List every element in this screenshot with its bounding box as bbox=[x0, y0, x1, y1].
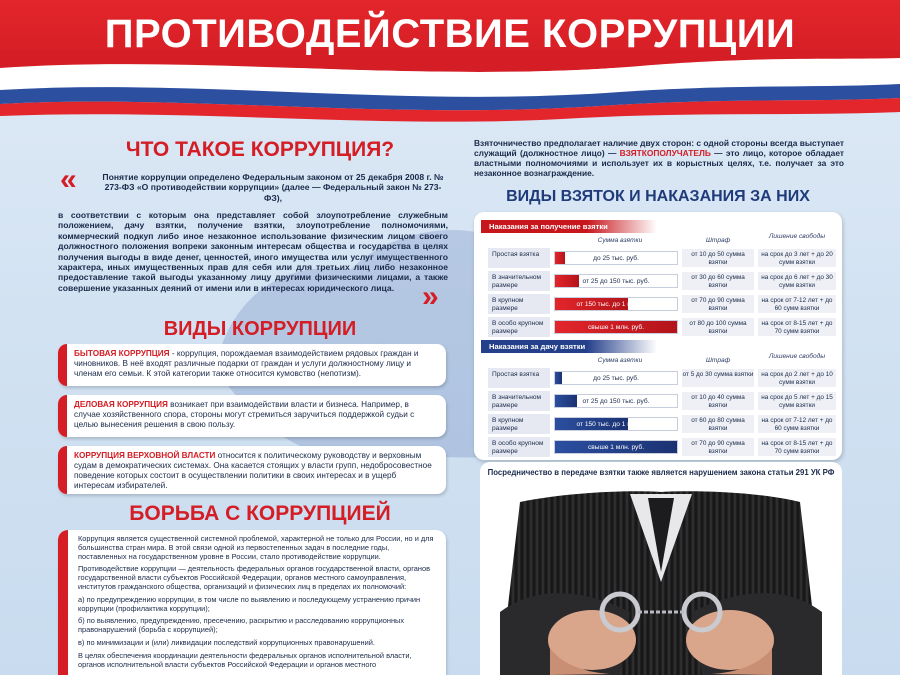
bribe-amount: до 25 тыс. руб. bbox=[593, 375, 639, 382]
bribe-imprisonment: на срок от 8-15 лет + до 70 сумм взятки bbox=[758, 438, 836, 456]
type-term: КОРРУПЦИЯ ВЕРХОВНОЙ ВЛАСТИ bbox=[74, 451, 216, 460]
col-jail-header: Лишение свободы bbox=[768, 353, 826, 360]
bribery-intro-text: Взяточничество предполагает наличие двух сторон: с одной стороны всегда выступает служащий (должностное лицо) — bbox=[474, 138, 844, 158]
type-description: возникает при взаимодействии власти и бизнеса. Например, в случае хозяйственного спора, стороны могут стремиться заручиться поддержкой судьи с целью вынесения решения в свою пользу. bbox=[74, 400, 415, 429]
bribe-imprisonment: на срок до 2 лет + до 10 сумм взятки bbox=[758, 369, 836, 387]
col-amount-header: Сумма взятки bbox=[597, 237, 643, 244]
bribe-category: В особо крупном размере bbox=[488, 317, 550, 337]
bribe-row bbox=[488, 414, 836, 434]
bribe-imprisonment: на срок до 6 лет + до 30 сумм взятки bbox=[758, 272, 836, 290]
bribe-fine: от 10 до 40 сумма взятки bbox=[682, 392, 754, 410]
bribe-taker-term: ВЗЯТКОПОЛУЧАТЕЛЬ bbox=[619, 148, 711, 158]
type-term: ДЕЛОВАЯ КОРРУПЦИЯ bbox=[74, 400, 168, 409]
handcuffs-photo bbox=[480, 462, 842, 675]
bribe-amount-bar bbox=[554, 417, 678, 431]
fight-card bbox=[58, 530, 446, 675]
bribe-fine: от 70 до 90 сумма взятки bbox=[682, 438, 754, 456]
bribe-category: В крупном размере bbox=[488, 414, 550, 434]
bribe-row bbox=[488, 248, 836, 268]
type-description: относится к политическому руководству и верховным судам в демократических системах. Она касается стоящих у власти групп, недобросовестное поведение которых состоит в осуществлении политики в своих интересах и в ущерб интересам избирателей. bbox=[74, 451, 432, 490]
type-description: - коррупция, порождаемая взаимодействием рядовых граждан и чиновников. В неё входят различные подарки от граждан и услуги должностному лицу и членам его семьи. К этой категории также относится кумовство (непотизм). bbox=[74, 349, 419, 378]
giving-heading: Наказания за дачу взятки bbox=[481, 340, 657, 353]
fight-paragraph: а) по предупреждению коррупции, в том числе по выявлению и последующему устранению причин коррупции (профилактика коррупции); bbox=[78, 594, 421, 613]
bribes-title: ВИДЫ ВЗЯТОК И НАКАЗАНИЯ ЗА НИХ bbox=[506, 188, 810, 205]
bribe-row bbox=[488, 391, 836, 411]
bribe-amount-bar bbox=[554, 320, 678, 334]
bribe-fine: от 10 до 50 сумма взятки bbox=[682, 249, 754, 267]
bribe-imprisonment: на срок до 5 лет + до 15 сумм взятки bbox=[758, 392, 836, 410]
bribe-row bbox=[488, 271, 836, 291]
bribe-category: В значительном размере bbox=[488, 391, 550, 411]
fight-paragraph: Противодействие коррупции — деятельность федеральных органов государственной власти, органов государственной власти субъектов Российской Федерации, органов местного самоуправления, институтов гражданского общества, организаций и физических лиц в пределах их полномочий: bbox=[78, 564, 431, 591]
col-jail-header: Лишение свободы bbox=[768, 233, 826, 240]
type-card-supreme bbox=[58, 446, 446, 494]
handcuffed-hands-image bbox=[480, 462, 842, 675]
bribe-category: В крупном размере bbox=[488, 294, 550, 314]
fight-paragraph: Коррупция является существенной системной проблемой, характерной не только для России, но и для большинства стран мира. В этой связи одной из первостепенных задач в последние годы, поставленных на государственном уровне в России, стало противодействие коррупции. bbox=[78, 534, 434, 561]
type-term: БЫТОВАЯ КОРРУПЦИЯ bbox=[74, 349, 170, 358]
bribe-amount-bar bbox=[554, 394, 678, 408]
bribe-row bbox=[488, 368, 836, 388]
bribe-amount: от 150 тыс. до 1 млн. руб. bbox=[576, 301, 656, 308]
bribe-amount: до 25 тыс. руб. bbox=[593, 255, 639, 262]
bribe-category: Простая взятка bbox=[488, 248, 550, 268]
bribery-intro bbox=[474, 138, 844, 178]
bribe-amount-bar bbox=[554, 371, 678, 385]
bribe-amount-bar bbox=[554, 297, 678, 311]
flag-waves bbox=[0, 50, 900, 130]
bribe-row bbox=[488, 437, 836, 457]
fight-paragraph: б) по выявлению, предупреждению, пресечению, раскрытию и расследованию коррупционных правонарушений (борьба с коррупцией); bbox=[78, 616, 405, 635]
fight-paragraph: В целях обеспечения координации деятельности федеральных органов исполнительной власти, органов исполнительной власти субъектов Российской Федерации и органов местного bbox=[78, 650, 412, 669]
bribe-category: В особо крупном размере bbox=[488, 437, 550, 457]
bribe-amount: от 25 до 150 тыс. руб. bbox=[582, 398, 650, 405]
bribery-intro-text-after: — это лицо, которое обладает властными полномочиями и использует их в корыстных целях, т.е. получает за это незаконное вознаграждение. bbox=[474, 148, 844, 178]
types-title: ВИДЫ КОРРУПЦИИ bbox=[163, 318, 357, 340]
bribe-row bbox=[488, 317, 836, 337]
bribe-row bbox=[488, 294, 836, 314]
what-is-title: ЧТО ТАКОЕ КОРРУПЦИЯ? bbox=[125, 138, 395, 161]
bribe-fine: от 30 до 60 сумма взятки bbox=[682, 272, 754, 290]
fight-paragraph: в) по минимизации и (или) ликвидации последствий коррупционных правонарушений. bbox=[78, 637, 375, 647]
type-card-business bbox=[58, 395, 446, 437]
card-accent bbox=[58, 530, 68, 675]
type-card-household bbox=[58, 344, 446, 386]
bribes-panel bbox=[474, 212, 842, 460]
bribe-imprisonment: на срок до 3 лет + до 20 сумм взятки bbox=[758, 249, 836, 267]
quote-close-icon: » bbox=[422, 280, 439, 313]
photo-caption: Посредничество в передаче взятки также является нарушением закона статьи 291 УК РФ bbox=[487, 468, 835, 477]
what-is-body: в соответствии с которым она представляет собой злоупотребление служебным положением, дачу взятки, получение взятки, злоупотребление полномочиями, коммерческий подкуп либо иное незаконное использование физическим лицом своего должностного положения вопреки законным интересам общества и государства в целях получения выгоды в виде денег, ценностей, иного имущества или услуг имущественного характера, иных имущественных прав для себя или для третьих лиц либо незаконное предоставление такой выгоды указанному лицу другими физическими лицами, а также совершение указанных деяний от имени или в интересах юридического лица. bbox=[58, 210, 448, 293]
bribe-amount: свыше 1 млн. руб. bbox=[587, 444, 645, 451]
col-fine-header: Штраф bbox=[705, 357, 731, 364]
fight-title: БОРЬБА С КОРРУПЦИЕЙ bbox=[129, 502, 391, 525]
bribe-fine: от 80 до 100 сумма взятки bbox=[682, 318, 754, 336]
quote-open-icon: « bbox=[60, 163, 77, 196]
bribe-category: В значительном размере bbox=[488, 271, 550, 291]
bribe-fine: от 70 до 90 сумма взятки bbox=[682, 295, 754, 313]
bribe-imprisonment: на срок от 8-15 лет + до 70 сумм взятки bbox=[758, 318, 836, 336]
bribe-amount: свыше 1 млн. руб. bbox=[587, 324, 645, 331]
what-is-intro: Понятие коррупции определено Федеральным законом от 25 декабря 2008 г. № 273-ФЗ «О противодействии коррупции» (далее — Федеральный закон № 273-ФЗ), bbox=[102, 172, 444, 203]
card-accent bbox=[58, 395, 67, 437]
col-fine-header: Штраф bbox=[705, 237, 731, 244]
bribe-amount-bar bbox=[554, 440, 678, 454]
bribe-amount: от 150 тыс. до 1 млн. руб. bbox=[576, 421, 656, 428]
col-amount-header: Сумма взятки bbox=[597, 357, 643, 364]
bribe-amount-bar bbox=[554, 251, 678, 265]
bribe-category: Простая взятка bbox=[488, 368, 550, 388]
bribe-amount-bar bbox=[554, 274, 678, 288]
bribe-imprisonment: на срок от 7-12 лет + до 60 сумм взятки bbox=[758, 415, 836, 433]
bribe-fine: от 5 до 30 сумма взятки bbox=[682, 369, 754, 387]
bribe-fine: от 60 до 80 сумма взятки bbox=[682, 415, 754, 433]
bribe-imprisonment: на срок от 7-12 лет + до 60 сумм взятки bbox=[758, 295, 836, 313]
card-accent bbox=[58, 446, 67, 494]
card-accent bbox=[58, 344, 67, 386]
page-title: ПРОТИВОДЕЙСТВИЕ КОРРУПЦИИ bbox=[104, 12, 796, 56]
receiving-heading: Наказания за получение взятки bbox=[481, 220, 657, 233]
bribe-amount: от 25 до 150 тыс. руб. bbox=[582, 278, 650, 285]
